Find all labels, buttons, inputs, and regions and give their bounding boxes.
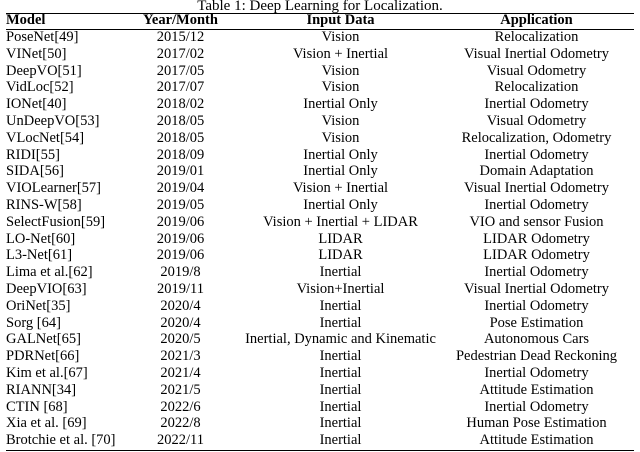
cell-input-data: LIDAR xyxy=(318,247,363,264)
cell-input-data: Vision + Inertial + LIDAR xyxy=(263,213,418,230)
cell-year-month: 2017/02 xyxy=(156,45,205,62)
cell-year-month: 2017/07 xyxy=(156,79,205,96)
cell-input-data: Inertial Only xyxy=(303,146,378,163)
cell-model: Lima et al.[62] xyxy=(6,264,93,281)
cell-year-month: 2019/06 xyxy=(156,230,205,247)
table-row xyxy=(6,130,634,147)
cell-input-data: Inertial Only xyxy=(303,196,378,213)
table-row xyxy=(6,247,634,264)
cell-input-data: LIDAR xyxy=(318,230,363,247)
cell-application: Visual Odometry xyxy=(486,62,587,79)
table-body xyxy=(6,29,634,449)
cell-model: SelectFusion[59] xyxy=(6,213,106,230)
cell-model: IONet[40] xyxy=(6,96,67,113)
table-row xyxy=(6,298,634,315)
cell-model: Kim et al.[67] xyxy=(6,364,88,381)
cell-model: CTIN [68] xyxy=(6,398,68,415)
cell-input-data: Inertial xyxy=(319,264,362,281)
cell-year-month: 2019/06 xyxy=(156,213,205,230)
cell-year-month: 2021/3 xyxy=(160,348,201,365)
table-row xyxy=(6,63,634,80)
cell-year-month: 2019/06 xyxy=(156,247,205,264)
cell-year-month: 2019/04 xyxy=(156,180,205,197)
table-row xyxy=(6,281,634,298)
table-row xyxy=(6,79,634,96)
cell-application: Relocalization xyxy=(494,29,579,45)
cell-input-data: Vision xyxy=(321,79,360,96)
cell-model: VINet[50] xyxy=(6,45,67,62)
cell-year-month: 2018/09 xyxy=(156,146,205,163)
cell-model: PoseNet[49] xyxy=(6,29,79,45)
cell-application: Inertial Odometry xyxy=(484,146,589,163)
cell-year-month: 2021/4 xyxy=(160,364,201,381)
cell-model: DeepVO[51] xyxy=(6,62,82,79)
cell-application: Relocalization xyxy=(494,79,579,96)
table-row xyxy=(6,197,634,214)
cell-model: VIOLearner[57] xyxy=(6,180,102,197)
cell-model: GALNet[65] xyxy=(6,331,81,348)
cell-application: Pose Estimation xyxy=(489,314,584,331)
cell-year-month: 2018/02 xyxy=(156,96,205,113)
cell-model: VLocNet[54] xyxy=(6,129,85,146)
cell-input-data: Vision xyxy=(321,62,360,79)
table-row xyxy=(6,147,634,164)
table-row xyxy=(6,315,634,332)
cell-application: Attitude Estimation xyxy=(479,381,594,398)
table-row xyxy=(6,399,634,416)
table-row xyxy=(6,163,634,180)
cell-application: Inertial Odometry xyxy=(484,264,589,281)
cell-model: Brotchie et al. [70] xyxy=(6,432,116,449)
cell-model: RIANN[34] xyxy=(6,381,77,398)
header-row xyxy=(6,12,634,29)
cell-input-data: Inertial xyxy=(319,398,362,415)
table-row xyxy=(6,29,634,46)
header-input-data: Input Data xyxy=(306,12,375,28)
cell-model: UnDeepVO[53] xyxy=(6,112,100,129)
cell-application: Inertial Odometry xyxy=(484,398,589,415)
cell-application: Visual Inertial Odometry xyxy=(464,45,609,62)
cell-input-data: Inertial xyxy=(319,432,362,449)
cell-application: Visual Inertial Odometry xyxy=(464,180,609,197)
cell-input-data: Vision xyxy=(321,129,360,146)
header-application: Application xyxy=(500,12,573,28)
cell-input-data: Inertial Only xyxy=(303,96,378,113)
cell-model: PDRNet[66] xyxy=(6,348,80,365)
cell-input-data: Inertial xyxy=(319,314,362,331)
table-row xyxy=(6,231,634,248)
table-row xyxy=(6,382,634,399)
cell-year-month: 2020/4 xyxy=(160,314,201,331)
cell-year-month: 2020/4 xyxy=(160,297,201,314)
cell-application: VIO and sensor Fusion xyxy=(469,213,604,230)
cell-year-month: 2018/05 xyxy=(156,129,205,146)
table-row xyxy=(6,180,634,197)
cell-year-month: 2015/12 xyxy=(156,29,205,45)
cell-application: LIDAR Odometry xyxy=(483,230,590,247)
cell-application: Human Pose Estimation xyxy=(466,415,607,432)
cell-input-data: Inertial xyxy=(319,297,362,314)
table-caption: Table 1: Deep Learning for Localization. xyxy=(197,0,443,14)
bottom-rule xyxy=(6,450,634,451)
table-row xyxy=(6,331,634,348)
cell-model: LO-Net[60] xyxy=(6,230,76,247)
cell-input-data: Vision+Inertial xyxy=(296,280,385,297)
cell-input-data: Vision xyxy=(321,112,360,129)
cell-input-data: Inertial, Dynamic and Kinematic xyxy=(245,331,436,348)
cell-application: Domain Adaptation xyxy=(479,163,594,180)
table-row xyxy=(6,46,634,63)
cell-year-month: 2019/8 xyxy=(160,264,201,281)
cell-input-data: Inertial xyxy=(319,364,362,381)
cell-input-data: Inertial xyxy=(319,415,362,432)
cell-input-data: Inertial xyxy=(319,348,362,365)
table-row xyxy=(6,415,634,432)
cell-input-data: Vision + Inertial xyxy=(292,45,389,62)
cell-model: DeepVIO[63] xyxy=(6,280,87,297)
table-row xyxy=(6,96,634,113)
cell-model: L3-Net[61] xyxy=(6,247,73,264)
cell-application: Attitude Estimation xyxy=(479,432,594,449)
cell-year-month: 2019/05 xyxy=(156,196,205,213)
cell-model: Xia et al. [69] xyxy=(6,415,87,432)
cell-application: Visual Odometry xyxy=(486,112,587,129)
cell-year-month: 2019/01 xyxy=(156,163,205,180)
cell-application: Relocalization, Odometry xyxy=(461,129,612,146)
cell-year-month: 2020/5 xyxy=(160,331,201,348)
cell-application: Visual Inertial Odometry xyxy=(464,280,609,297)
cell-year-month: 2017/05 xyxy=(156,62,205,79)
table-row xyxy=(6,264,634,281)
table-row xyxy=(6,432,634,449)
cell-model: VidLoc[52] xyxy=(6,79,74,96)
cell-input-data: Vision + Inertial xyxy=(292,180,389,197)
cell-application: Inertial Odometry xyxy=(484,96,589,113)
localization-table xyxy=(6,12,634,449)
table-row xyxy=(6,365,634,382)
cell-year-month: 2018/05 xyxy=(156,112,205,129)
cell-year-month: 2022/6 xyxy=(160,398,201,415)
cell-input-data: Vision xyxy=(321,29,360,45)
cell-application: Inertial Odometry xyxy=(484,196,589,213)
cell-application: Autonomous Cars xyxy=(483,331,590,348)
cell-model: OriNet[35] xyxy=(6,297,71,314)
cell-input-data: Inertial xyxy=(319,381,362,398)
cell-application: LIDAR Odometry xyxy=(483,247,590,264)
cell-model: Sorg [64] xyxy=(6,314,61,331)
cell-model: SIDA[56] xyxy=(6,163,64,180)
header-year-month: Year/Month xyxy=(143,12,218,28)
cell-model: RINS-W[58] xyxy=(6,196,82,213)
table-row xyxy=(6,348,634,365)
table-row xyxy=(6,214,634,231)
cell-input-data: Inertial Only xyxy=(303,163,378,180)
cell-application: Pedestrian Dead Reckoning xyxy=(455,348,618,365)
cell-year-month: 2022/8 xyxy=(160,415,201,432)
cell-application: Inertial Odometry xyxy=(484,297,589,314)
cell-year-month: 2022/11 xyxy=(157,432,204,449)
header-model: Model xyxy=(6,12,46,28)
cell-year-month: 2021/5 xyxy=(160,381,201,398)
cell-application: Inertial Odometry xyxy=(484,364,589,381)
cell-model: RIDI[55] xyxy=(6,146,60,163)
table-row xyxy=(6,113,634,130)
cell-year-month: 2019/11 xyxy=(157,280,204,297)
